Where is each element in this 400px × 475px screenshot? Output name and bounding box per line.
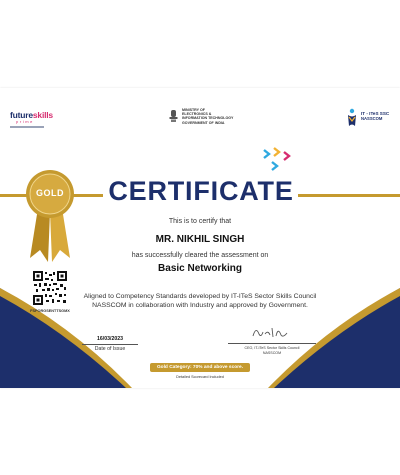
signatory-title xyxy=(222,346,322,355)
scorecard-note: Detailed Scorecard Included xyxy=(176,375,224,379)
title-rule-right xyxy=(298,194,400,197)
alignment-line-2: NASSCOM in collaboration with Industry and approved by Government. xyxy=(92,302,308,309)
alignment-line-1: Aligned to Competency Standards developed by IT-ITeS Sector Skills Council xyxy=(83,293,317,300)
gold-badge-label: GOLD xyxy=(36,188,64,198)
qr-code[interactable] xyxy=(32,270,68,306)
ssc-mark-icon xyxy=(346,108,358,128)
signature-rule xyxy=(228,343,316,344)
certify-text: This is to certify that xyxy=(168,218,232,225)
futureskills-logo xyxy=(10,110,53,128)
meity-logo xyxy=(168,108,233,125)
qr-code-id: FSPORGSENTTSGMX xyxy=(30,309,70,313)
national-emblem-icon xyxy=(168,109,179,123)
ssc-nasscom-logo xyxy=(346,108,389,128)
meity-line-4: GOVERNMENT OF INDIA xyxy=(182,120,225,125)
signature xyxy=(250,324,290,340)
chevron-arrows-icon xyxy=(260,146,292,176)
signatory-line-1: CEO, IT-ITeS Sector Skills Council xyxy=(244,346,300,350)
meity-line-2: ELECTRONICS & xyxy=(182,112,212,117)
futureskills-wordmark: futureskills xyxy=(10,110,53,120)
futureskills-underline xyxy=(10,126,44,128)
ssc-line-1: IT - ITeS SSC xyxy=(361,111,390,116)
recipient-name: MR. NIKHIL SINGH xyxy=(155,234,245,245)
certificate xyxy=(0,88,400,388)
cleared-text: has successfully cleared the assessment on xyxy=(131,252,269,259)
certificate-title: CERTIFICATE xyxy=(108,176,294,206)
futureskills-sub: prime xyxy=(16,119,35,124)
gold-category-badge: Gold Category: 70% and above score. xyxy=(150,363,250,372)
meity-line-3: INFORMATION TECHNOLOGY xyxy=(182,116,234,121)
ssc-line-2: NASSCOM xyxy=(361,116,383,121)
gold-medal-badge xyxy=(24,168,76,264)
signatory-line-2: NASSCOM xyxy=(262,350,282,355)
meity-line-1: MINISTRY OF xyxy=(182,108,205,112)
issue-date-label: Date of Issue xyxy=(94,346,126,352)
issue-date: 16/03/2023 xyxy=(97,336,123,342)
date-rule xyxy=(82,344,138,345)
course-name: Basic Networking xyxy=(158,263,242,274)
